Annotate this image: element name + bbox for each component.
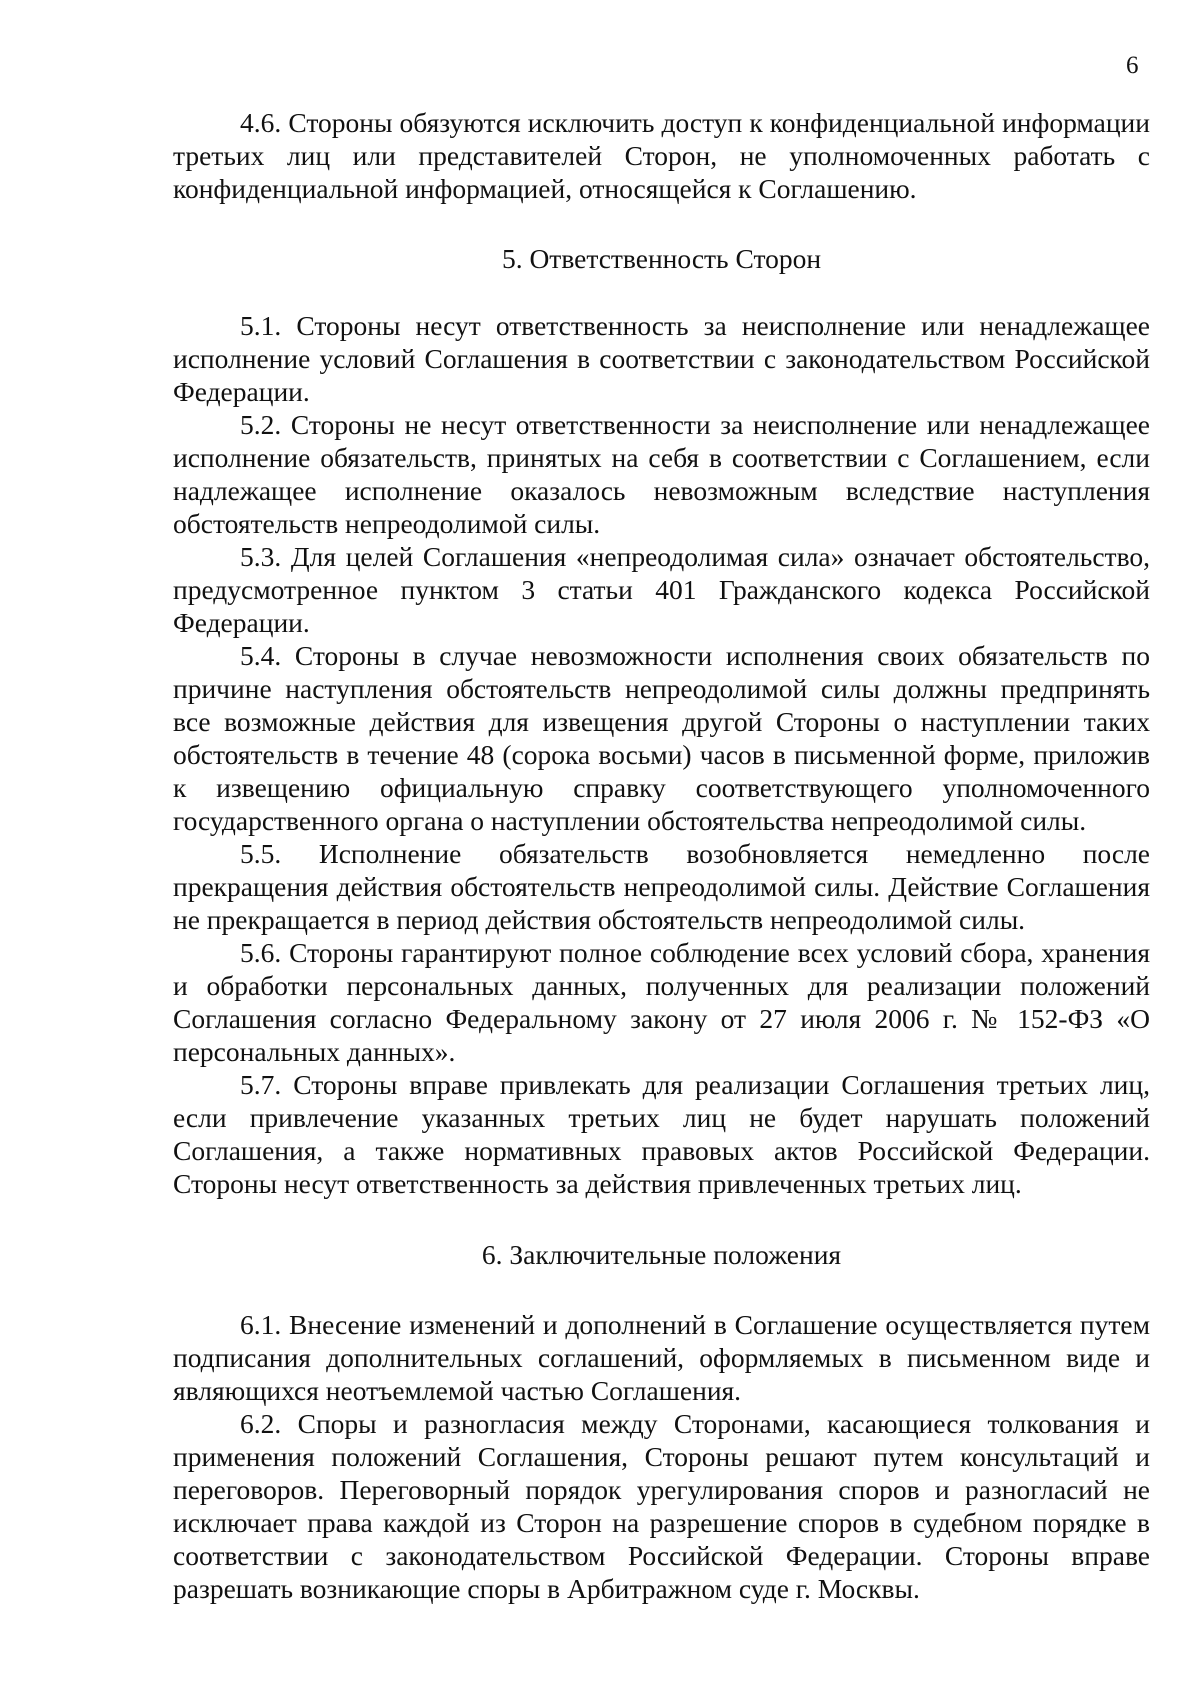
clause-5-5: 5.5. Исполнение обязательств возобновляется немедленно после прекращения действия обстоятельств непреодолимой силы. Действие Соглашения не прекращается в период действия обстоятельств непреодолимой силы.	[173, 838, 1150, 935]
clause-6-2: 6.2. Споры и разногласия между Сторонами, касающиеся толкования и применения положений Соглашения, Стороны решают путем консультаций и переговоров. Переговорный порядок урегулирования споров и разногласий не исключает права каждой из Сторон на разрешение споров в судебном порядке в соответствии с законодательством Российской Федерации. Стороны вправе разрешать возникающие споры в Арбитражном суде г. Москвы.	[173, 1408, 1150, 1604]
clause-5-6: 5.6. Стороны гарантируют полное соблюдение всех условий сбора, хранения и обработки персональных данных, полученных для реализации положений Соглашения согласно Федеральному закону от 27 июля 2006 г. № 152-ФЗ «О персональных данных».	[173, 937, 1150, 1067]
clause-5-3: 5.3. Для целей Соглашения «непреодолимая сила» означает обстоятельство, предусмотренное пунктом 3 статьи 401 Гражданского кодекса Российской Федерации.	[173, 541, 1150, 638]
clause-4-6: 4.6. Стороны обязуются исключить доступ к конфиденциальной информации третьих лиц или представителей Сторон, не уполномоченных работать с конфиденциальной информацией, относящейся к Соглашению.	[173, 107, 1150, 204]
clause-6-1: 6.1. Внесение изменений и дополнений в Соглашение осуществляется путем подписания дополнительных соглашений, оформляемых в письменном виде и являющихся неотъемлемой частью Соглашения.	[173, 1309, 1150, 1406]
clause-5-4: 5.4. Стороны в случае невозможности исполнения своих обязательств по причине наступления обстоятельств непреодолимой силы должны предпринять все возможные действия для извещения другой Стороны о наступлении таких обстоятельств в течение 48 (сорока восьми) часов в письменной форме, приложив к извещению официальную справку соответствующего уполномоченного государственного органа о наступлении обстоятельства непреодолимой силы.	[173, 640, 1150, 836]
section-heading-6: 6. Заключительные положения	[481, 1239, 842, 1270]
section-heading-5: 5. Ответственность Сторон	[501, 243, 822, 274]
page-number: 6	[1126, 52, 1139, 79]
clause-5-7: 5.7. Стороны вправе привлекать для реализации Соглашения третьих лиц, если привлечение указанных третьих лиц не будет нарушать положений Соглашения, а также нормативных правовых актов Российской Федерации. Стороны несут ответственность за действия привлеченных третьих лиц.	[173, 1069, 1150, 1199]
document-body	[173, 106, 1150, 1605]
clause-5-1: 5.1. Стороны несут ответственность за неисполнение или ненадлежащее исполнение условий Соглашения в соответствии с законодательством Российской Федерации.	[173, 310, 1150, 407]
clause-5-2: 5.2. Стороны не несут ответственности за неисполнение или ненадлежащее исполнение обязательств, принятых на себя в соответствии с Соглашением, если надлежащее исполнение оказалось невозможным вследствие наступления обстоятельств непреодолимой силы.	[173, 409, 1150, 539]
